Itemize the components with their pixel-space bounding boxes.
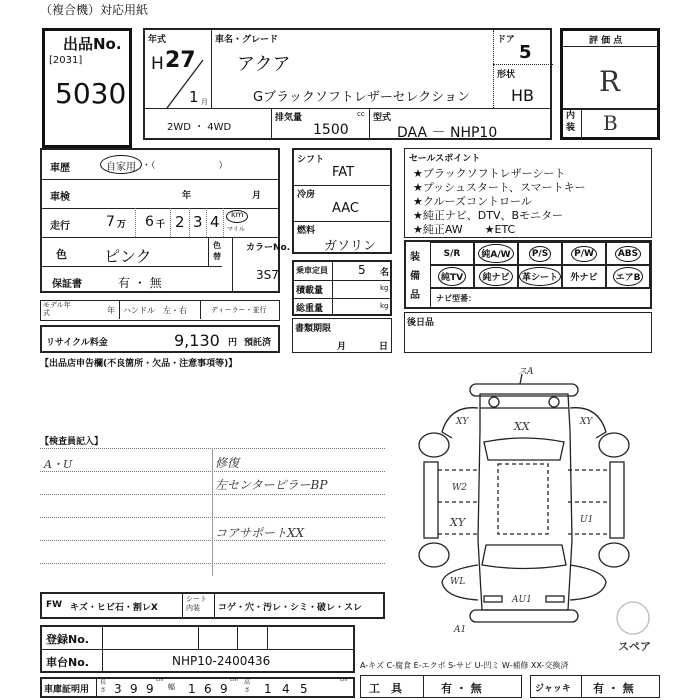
car-grade: Gブラックソフトレザーセレクション [253,90,471,105]
inspector-notes [40,448,385,576]
sales-point: ★プッシュスタート、スマートキー [413,181,586,194]
docs-box [292,318,392,353]
seat-items: コゲ・穴・汚レ・シミ・破レ・スレ [218,603,363,613]
inspector-note-right: コアサポートXX [215,526,305,540]
chassis-label: 車台No. [46,656,89,669]
tools-value: 有 ・ 無 [441,682,482,695]
equipment-item [474,265,518,288]
grade-box [560,28,660,140]
fw-label: FW [46,600,63,610]
seller-notes-label: 【出品店申告欄(不良箇所・欠品・注意事項等)】 [40,359,238,369]
front-right-tire [599,433,629,457]
capacity-label: 乗車定員 [296,266,328,275]
registration-label: 登録No. [46,633,89,646]
garage-row [40,677,355,698]
capacity-unit: 名 [380,268,390,278]
height-digit: 5 [300,682,308,696]
later-items-box [404,312,652,353]
ac-label: 冷房 [297,190,316,200]
height-unit: cm [340,677,348,683]
ac-value: AAC [332,201,359,216]
color-no-label: カラーNo. [246,243,291,253]
displacement-unit: cc [357,110,365,118]
model-label: 型式 [373,113,392,123]
tools-label: 工 具 [369,682,402,695]
fuel-value: ガソリン [324,239,377,254]
lot-box [42,28,132,148]
load-label: 積載量 [296,286,324,296]
sales-point: ★純正ナビ、DTV、Bモニター [413,209,564,222]
mileage-mile: マイル [227,226,245,233]
history-label: 車歴 [50,163,70,174]
warranty-label: 保証書 [52,279,82,290]
header-note: （複合機）対応用紙 [40,3,149,17]
later-items-label: 後日品 [407,318,435,328]
equipment-item-label: S/R [443,248,461,259]
model-code: DAA － NHP10 [397,125,498,141]
year-label: 年式 [148,35,167,45]
rear-bumper [470,610,578,622]
weight-label: 総重量 [296,304,324,314]
color-value: ピンク [104,247,152,266]
lot-number: 5030 [55,77,127,110]
diagram-fr-mark: XY [580,417,593,427]
door-count: 5 [519,42,532,63]
width-unit: cm [230,677,238,683]
inspector-label: 【検査員記入】 [40,437,104,447]
equipment-item-label: P/W [571,246,597,262]
equipment-item [430,242,474,265]
height-digit: 4 [282,682,290,696]
length-digit: 3 [114,682,122,696]
sales-point: ★クルーズコントロール [413,195,532,208]
recycle-unit: 円 [228,338,238,348]
fuel-label: 燃料 [297,226,316,236]
equipment-item-label: ABS [615,246,641,262]
year-value: 27 [165,48,196,73]
navi-model-label: ナビ型番： [436,294,476,303]
color-label: 色 [56,248,67,261]
sales-point: ★純正AW ★ETC [413,223,516,236]
capacity-value: 5 [358,263,366,277]
mileage-man: 7 [106,214,115,230]
width-digit: 1 [188,682,196,696]
recycle-status: 預託済 [244,338,272,348]
diagram-rear-bumper-mark: A1 [454,625,467,635]
drive-type: 2WD ・ 4WD [167,122,232,133]
mileage-km: km [231,210,244,219]
car-damage-diagram [400,360,700,660]
history-other: ・（ ） [142,161,228,171]
sales-points-label: セールスポイント [409,154,481,164]
era: H [151,54,164,74]
equipment-item [562,265,606,288]
month-value: 1 [189,88,199,106]
equipment-item-label: 純A/W [478,244,513,263]
fw-row [40,592,385,619]
shift-value: FAT [332,165,355,180]
grade-label: 評 価 点 [589,36,623,46]
equipment-item [562,242,606,265]
equipment-item-label: 純ナビ [479,267,512,286]
garage-label: 車庫証明用 [44,685,90,695]
rear-left-tire [419,543,449,567]
model-year-row [40,300,280,321]
weight-unit: kg [380,302,389,310]
seat-label: シート内装 [186,595,207,612]
spec-box [292,148,392,254]
height-digit: 1 [264,682,272,696]
mileage-man-unit: 万 [117,220,127,230]
equipment-box [404,240,652,309]
length-digit: 9 [146,682,154,696]
tools-box [360,675,522,698]
interior-label: 内装 [566,111,576,133]
equipment-label: 装備品 [410,252,420,301]
handle-side: ハンドル 左・右 [123,306,187,315]
lot-label: 出品No. [63,35,122,53]
spare-label: スペア [618,640,651,653]
interior-grade: B [603,111,618,135]
docs-label: 書類期限 [295,324,332,334]
equipment-item [474,242,518,265]
door-label: ドア [497,35,515,45]
mileage-sen: 6 [145,214,154,230]
sales-point: ★ブラックソフトレザーシート [413,167,566,180]
diagram-rear-mark: AU1 [512,595,532,605]
equipment-item-label: 外ナビ [570,273,598,283]
grade-score: R [599,65,621,98]
equipment-item [606,265,650,288]
dealer-type: ディーラー・並行 [211,306,267,314]
sales-points-box [404,148,652,238]
name-label: 車名・グレード [215,35,279,45]
inspector-note-right: 左センターピラーBP [215,478,328,492]
height-label: 高さ [244,679,251,694]
jack-value: 有 ・ 無 [593,682,634,695]
rear-window [482,545,566,569]
details-table [40,148,291,293]
capacity-box [292,260,392,316]
equipment-item-label: 純TV [438,267,466,286]
load-unit: kg [380,284,389,292]
equipment-item-label: 革シート [519,267,561,286]
rear-right-fender [570,565,606,600]
model-year-label: モデル年式 [43,301,71,317]
mileage-hundreds: 2 [175,213,185,231]
width-digit: 6 [204,682,212,696]
mileage-sen-unit: 千 [156,220,166,230]
warranty-value: 有 ・ 無 [118,276,162,290]
fw-items: キズ・ヒビ石・割レX [70,603,158,613]
docs-month: 月 [337,342,347,352]
inspection-label: 車検 [50,192,70,203]
docs-day: 日 [379,342,389,352]
windshield [484,438,564,460]
length-label: 長さ [100,679,107,694]
recycle-amount: 9,130 [174,331,220,350]
shape-value: HB [511,86,535,105]
equipment-item [518,265,562,288]
diagram-ld2-mark: XY [450,516,466,529]
length-digit: 9 [130,682,138,696]
mileage-tens: 3 [193,213,203,231]
rear-right-tire [599,543,629,567]
equipment-item [606,242,650,265]
jack-box [530,675,660,698]
history-value: 自家用 [106,162,136,173]
jack-label: ジャッキ [535,684,571,694]
equipment-item [430,265,474,288]
month-unit: 月 [201,98,208,106]
inspector-note-right: 修復 [215,456,240,470]
model-year-unit: 年 [107,306,115,315]
diagram-front-mark: スA [518,367,534,377]
chassis-number: NHP10-2400436 [172,654,271,668]
displacement-value: 1500 [313,122,349,138]
spare-tire-circle [617,602,649,634]
lot-stamp: [2031] [49,55,83,66]
displacement-label: 排気量 [275,113,303,123]
diagram-ld1-mark: W2 [452,483,467,493]
shift-label: シフト [297,155,325,165]
width-label: 幅 [168,683,175,691]
shape-label: 形状 [497,70,516,80]
vehicle-box [143,28,552,140]
recycle-row [40,325,280,353]
recycle-label: リサイクル料金 [46,338,108,348]
diagram-rl-mark: WL [450,577,466,587]
diagram-hood-mark: XX [514,420,530,433]
registration-box [40,625,355,673]
diagram-fl-mark: XY [456,417,469,427]
equipment-item-label: P/S [529,246,551,262]
length-unit: cm [156,677,164,683]
car-name: アクア [237,54,291,75]
equipment-item [518,242,562,265]
front-left-tire [419,433,449,457]
equipment-item-label: エアB [613,267,644,286]
diagram-rd-mark: U1 [580,515,594,525]
damage-legend: A-キズ C-腐食 E-エクボ S-サビ U-凹ミ W-補修 XX-交換済 [360,661,569,670]
mileage-ones: 4 [210,213,220,231]
color-change-label: 色替 [213,241,221,261]
width-digit: 9 [220,682,228,696]
mileage-label: 走行 [50,221,70,232]
inspector-note-left: A・U [44,458,73,471]
color-no: 3S7 [256,268,279,282]
inspection-year-unit: 年 [182,191,192,201]
inspection-month-unit: 月 [252,191,262,201]
